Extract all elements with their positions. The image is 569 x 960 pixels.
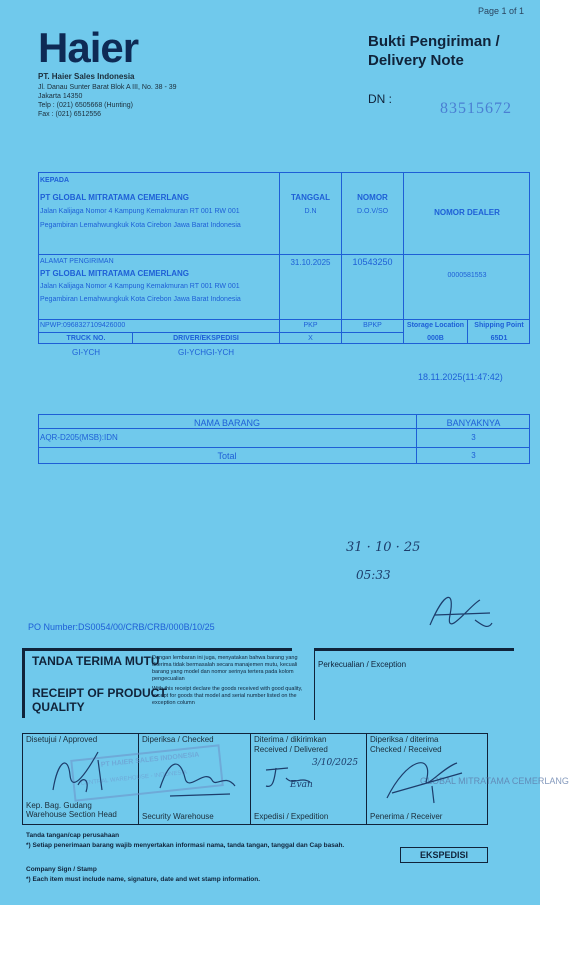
checked-signature [150,748,250,804]
handwritten-time: 05:33 [356,568,391,582]
rule [250,733,251,825]
exception-label: Perkecualian / Exception [318,660,407,669]
sig-approved-bottom: Kep. Bag. Gudang Warehouse Section Head [26,801,117,819]
pkp-label: PKP [303,322,318,329]
po-number: PO Number:DS0054/00/CRB/CRB/000B/10/25 [28,622,215,632]
footnote-line3: Company Sign / Stamp [26,866,97,873]
driver-value: GI-YCHGI-YCH [178,348,234,357]
recipient-area: Pegambiran Lemahwungkuk Kota Cirebon Jawa Barat Indonesia [40,222,241,229]
item-qty: 3 [471,433,476,442]
items-name-header: NAMA BARANG [193,418,260,428]
company-address-1: Jl. Danau Sunter Barat Blok A III, No. 38 - 39 [38,84,177,91]
shipping-dealer-no: 0000581553 [447,272,487,279]
handwritten-date: 31 · 10 · 25 [346,540,421,555]
rule [314,650,315,720]
expedition-signature [258,758,318,798]
receipt-text-id: Dengan lembaran ini juga, menyatakan bahwa barang yang diterima tidak bermasalah secara manajemen mutu, kecuali barang yang model dan nomor serinya tertera pada kolom pengecualian [152,655,298,682]
shipping-address: Jalan Kalijaga Nomor 4 Kampung Kemakmuran RT 001 RW 001 [40,283,240,290]
shipping-point-value: 65D1 [490,335,508,342]
approved-signature [28,740,136,800]
dn-number: 83515672 [440,100,512,117]
total-label: Total [217,451,237,461]
nomor-label: NOMOR [357,193,388,202]
rule [38,447,530,448]
rule [38,254,530,255]
receipt-heading-en-1: RECEIPT OF PRODUCT [32,686,167,700]
bpkp-label: BPKP [363,322,382,329]
sig-received-top: Diterima / dikirimkan Received / Delivered [254,735,328,754]
print-timestamp: 18.11.2025(11:47:42) [418,372,503,382]
receiver-signature-top [420,585,500,645]
items-qty-header: BANYAKNYA [446,418,501,428]
dealer-label: NOMOR DEALER [434,208,500,217]
shipping-date: 31.10.2025 [290,258,331,267]
sig-received-bottom: Expedisi / Expedition [254,812,329,821]
page-indicator: Page 1 of 1 [478,6,525,16]
gmc-stamp: GLOBAL MITRATAMA CEMERLANG [420,776,569,786]
receiver-signature [372,748,482,808]
rule [38,428,530,429]
doc-title-en: Delivery Note [368,52,464,69]
npwp: NPWP:0968327109426000 [40,322,126,329]
doc-title-id: Bukti Pengiriman / [368,33,500,50]
tanggal-label: TANGGAL [291,193,330,202]
haier-logo: Haier [38,24,139,71]
shipping-area: Pegambiran Lemahwungkuk Kota Cirebon Jawa Barat Indonesia [40,296,241,303]
haier-stamp-text: PT HAIER SALES INDONESIA [100,751,200,769]
receipt-heading-en-2: QUALITY [32,700,85,714]
rule [403,172,404,344]
pkp-value: X [308,335,313,342]
recipient-address: Jalan Kalijaga Nomor 4 Kampung Kemakmuran RT 001 RW 001 [40,208,240,215]
nomor-sub: D.O.V/SO [356,208,389,215]
ekspedisi-box: EKSPEDISI [400,847,488,863]
shipping-order-no: 10543250 [352,257,393,267]
sig-receiver-bottom: Penerima / Receiver [370,812,443,821]
footnote-line1: Tanda tangan/cap perusahaan [26,832,120,839]
sig-checked-bottom: Security Warehouse [142,812,214,821]
storage-value: 000B [427,335,444,342]
receipt-text-en: With this receipt declare the goods received with good quality, except for goods that model and serial number listed on the exception column [152,686,303,706]
item-name: AQR-D205(MSB):IDN [40,433,118,442]
driver-label: DRIVER/EKSPEDISI [173,335,239,342]
total-qty: 3 [471,451,476,460]
sig-receiver-top: Diperiksa / diterima Checked / Received [370,735,442,754]
shipping-name: PT GLOBAL MITRATAMA CEMERLANG [40,269,190,278]
sig-checked-top: Diperiksa / Checked [142,735,214,744]
company-name: PT. Haier Sales Indonesia [38,72,135,81]
dn-label: DN : [368,92,392,106]
bar [314,648,514,651]
footnote-line4: *) Each item must include name, signature, date and wet stamp information. [26,876,261,883]
kepada-label: KEPADA [40,177,70,184]
truck-label: TRUCK NO. [66,335,106,342]
receiver-name-handwritten: Evan [290,780,313,790]
recipient-name: PT GLOBAL MITRATAMA CEMERLANG [40,193,190,202]
tanggal-sub: D.N [304,208,317,215]
rule [366,733,367,825]
receiver-date-handwritten: 3/10/2025 [312,758,359,768]
company-telp: Telp : (021) 6505668 (Hunting) [38,102,133,109]
bar [22,648,292,651]
company-address-2: Jakarta 14350 [38,93,83,100]
rule [38,332,404,333]
receipt-heading-id: TANDA TERIMA MUTU [32,654,160,668]
rule [38,319,530,320]
shipping-point-label: Shipping Point [474,322,524,329]
shipping-label: ALAMAT PENGIRIMAN [40,258,114,265]
bar [22,650,25,718]
company-fax: Fax : (021) 6512556 [38,111,102,118]
footnote-line2: *) Setiap penerimaan barang wajib menyertakan informasi nama, tanda tangan, tanggal dan Cap basah. [26,842,345,849]
central-stamp-text: CENTRAL WAREHOUSE - INDONESIA [80,769,188,787]
sig-approved-top: Disetujui / Approved [26,735,98,744]
storage-label: Storage Location [406,322,465,329]
truck-value: GI-YCH [72,348,100,357]
